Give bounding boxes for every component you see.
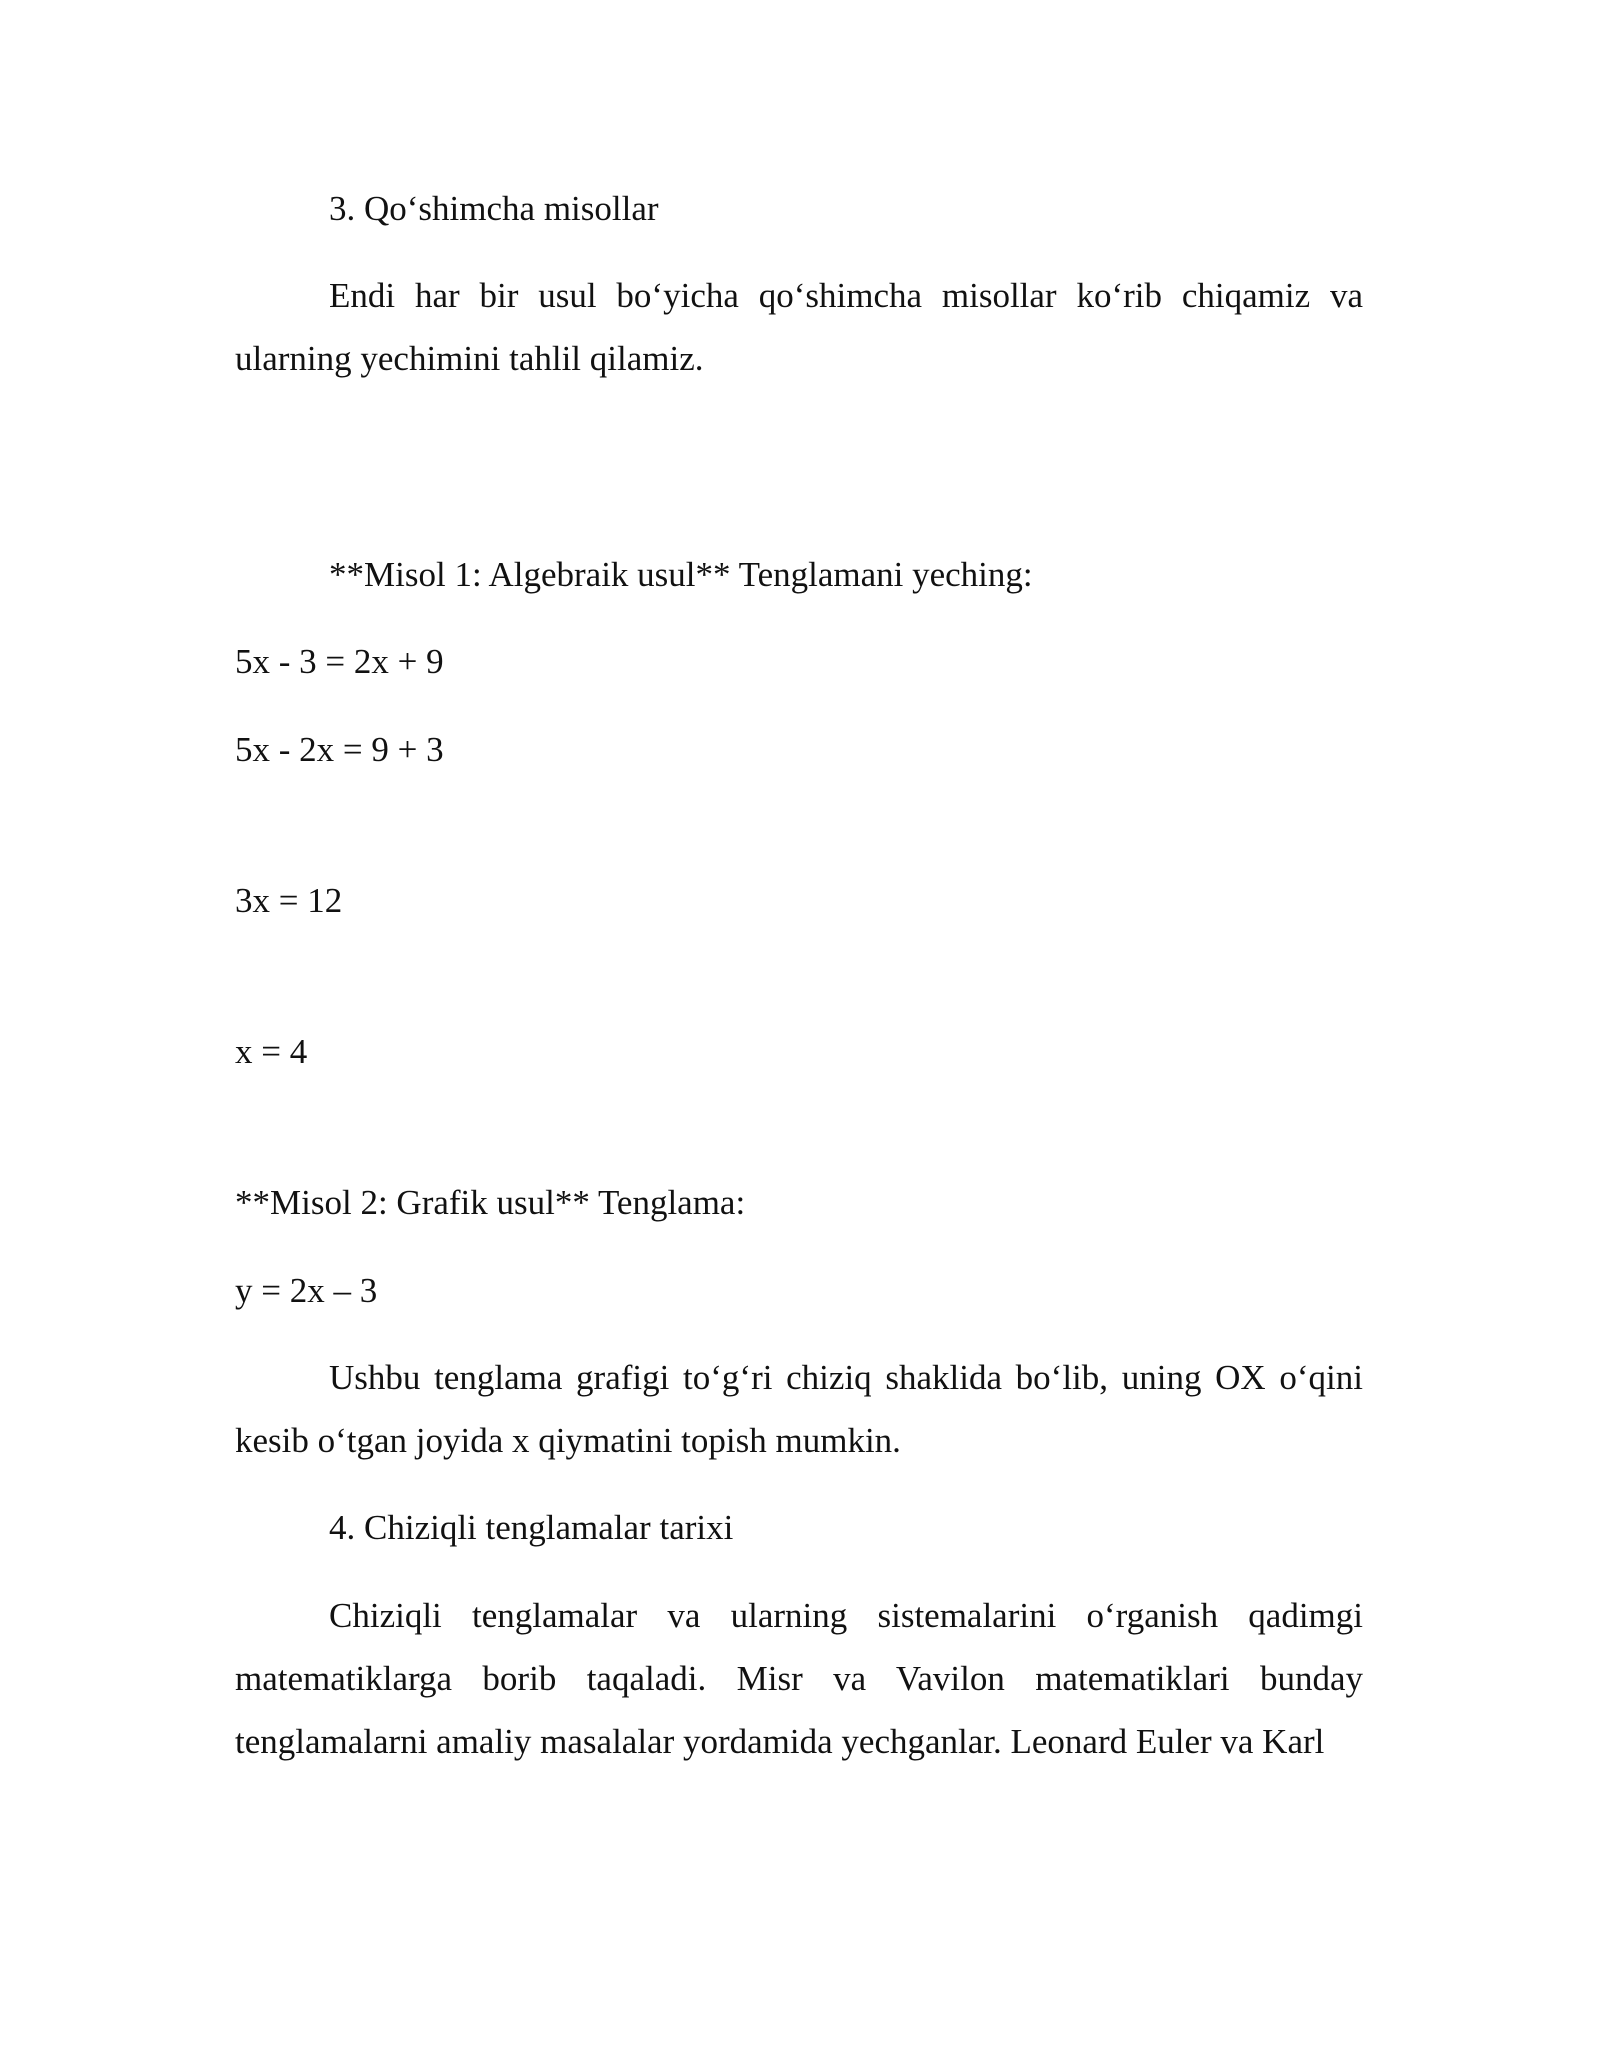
example-1-step: 3x = 12 <box>235 881 343 920</box>
intro-paragraph: Endi har bir usul bo‘yicha qo‘shimcha misollar ko‘rib chiqamiz va ularning yechimini tahlil qilamiz. <box>235 276 1363 378</box>
section-3-heading: 3. Qo‘shimcha misollar <box>329 189 659 228</box>
example-1-heading: **Misol 1: Algebraik usul** Tenglamani yeching: <box>329 555 1033 594</box>
example-2-paragraph: Ushbu tenglama grafigi to‘g‘ri chiziq shaklida bo‘lib, uning OX o‘qini kesib o‘tgan joyida x qiymatini topish mumkin. <box>235 1358 1363 1460</box>
section-4-heading: 4. Chiziqli tenglamalar tarixi <box>329 1508 734 1547</box>
example-2-heading: **Misol 2: Grafik usul** Tenglama: <box>235 1183 746 1222</box>
example-1-step: x = 4 <box>235 1032 308 1071</box>
history-paragraph: Chiziqli tenglamalar va ularning sistemalarini o‘rganish qadimgi matematiklarga borib taqaladi. Misr va Vavilon matematiklari bunday tenglamalarni amaliy masalalar yordamida yechganlar. Leonard Euler va Karl <box>235 1596 1363 1761</box>
example-1-step: 5x - 3 = 2x + 9 <box>235 642 444 681</box>
example-1-step: 5x - 2x = 9 + 3 <box>235 730 444 769</box>
example-2-equation: y = 2x – 3 <box>235 1271 378 1310</box>
